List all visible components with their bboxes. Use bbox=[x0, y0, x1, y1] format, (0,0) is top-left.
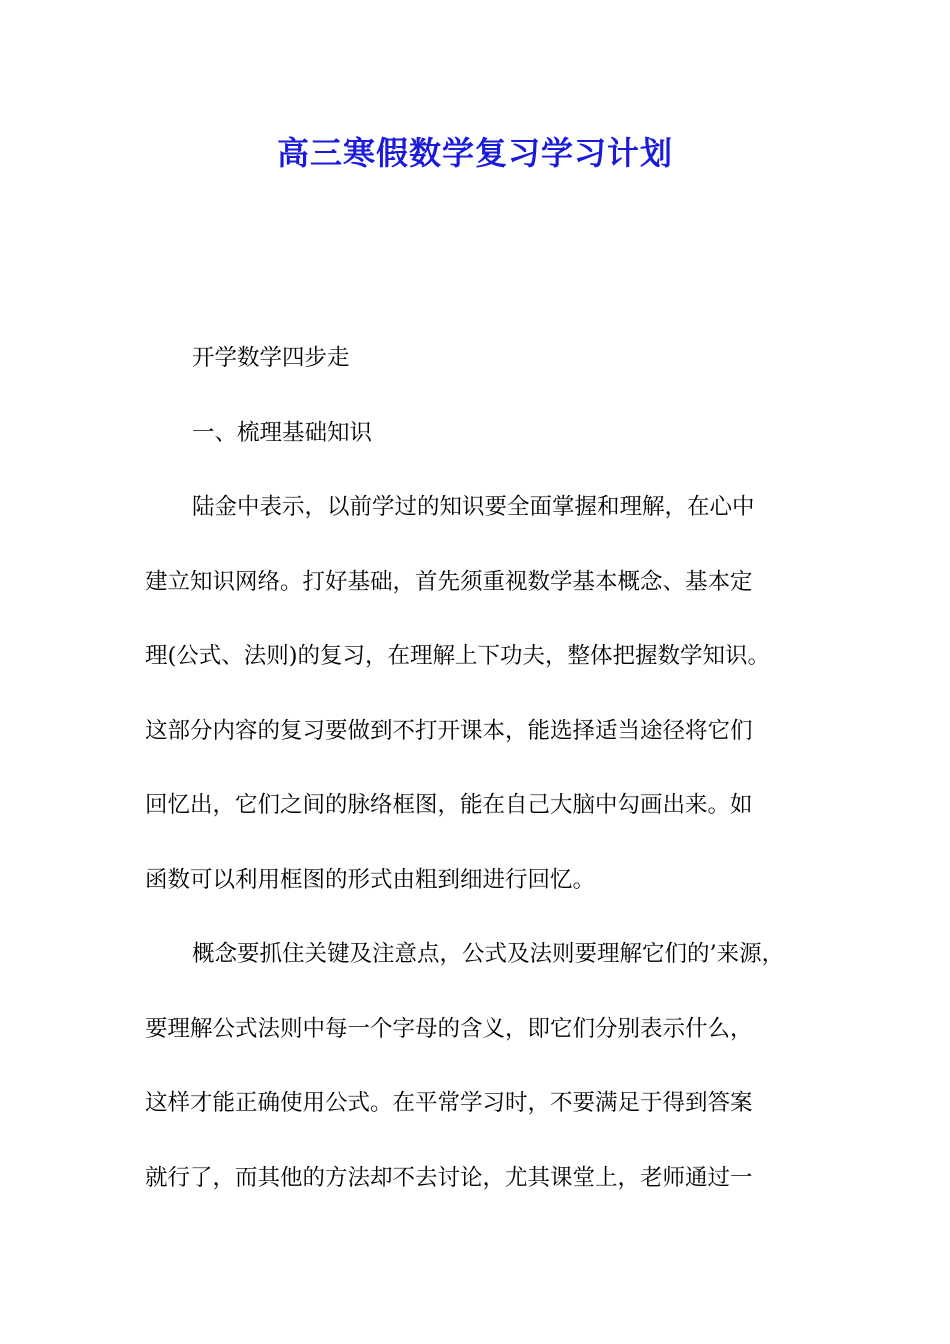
paragraph-line: 理(公式、法则)的复习，在理解上下功夫，整体把握数学知识。 bbox=[145, 643, 771, 669]
paragraph-line: 要理解公式法则中每一个字母的含义，即它们分别表示什么， bbox=[145, 1015, 753, 1042]
paragraph-line: 函数可以利用框图的形式由粗到细进行回忆。 bbox=[145, 866, 596, 893]
paragraph-line: 陆金中表示，以前学过的知识要全面掌握和理解，在心中 bbox=[192, 494, 755, 520]
paragraph-line: 这样才能正确使用公式。在平常学习时，不要满足于得到答案 bbox=[145, 1090, 753, 1116]
subsection-heading: 一、梳理基础知识 bbox=[192, 419, 373, 446]
paragraph-line: 建立知识网络。打好基础，首先须重视数学基本概念、基本定 bbox=[145, 568, 753, 595]
document-body bbox=[145, 338, 810, 1232]
paragraph-line: 就行了，而其他的方法却不去讨论，尤其课堂上，老师通过一 bbox=[145, 1164, 753, 1191]
paragraph-line: 回忆出，它们之间的脉络框图，能在自己大脑中勾画出来。如 bbox=[145, 792, 753, 818]
paragraph-line: 这部分内容的复习要做到不打开课本，能选择适当途径将它们 bbox=[145, 717, 753, 744]
section-heading: 开学数学四步走 bbox=[192, 345, 350, 371]
paragraph-line: 概念要抓住关键及注意点，公式及法则要理解它们的’来源， bbox=[192, 941, 785, 967]
document-title: 高三寒假数学复习学习计划 bbox=[276, 134, 673, 172]
